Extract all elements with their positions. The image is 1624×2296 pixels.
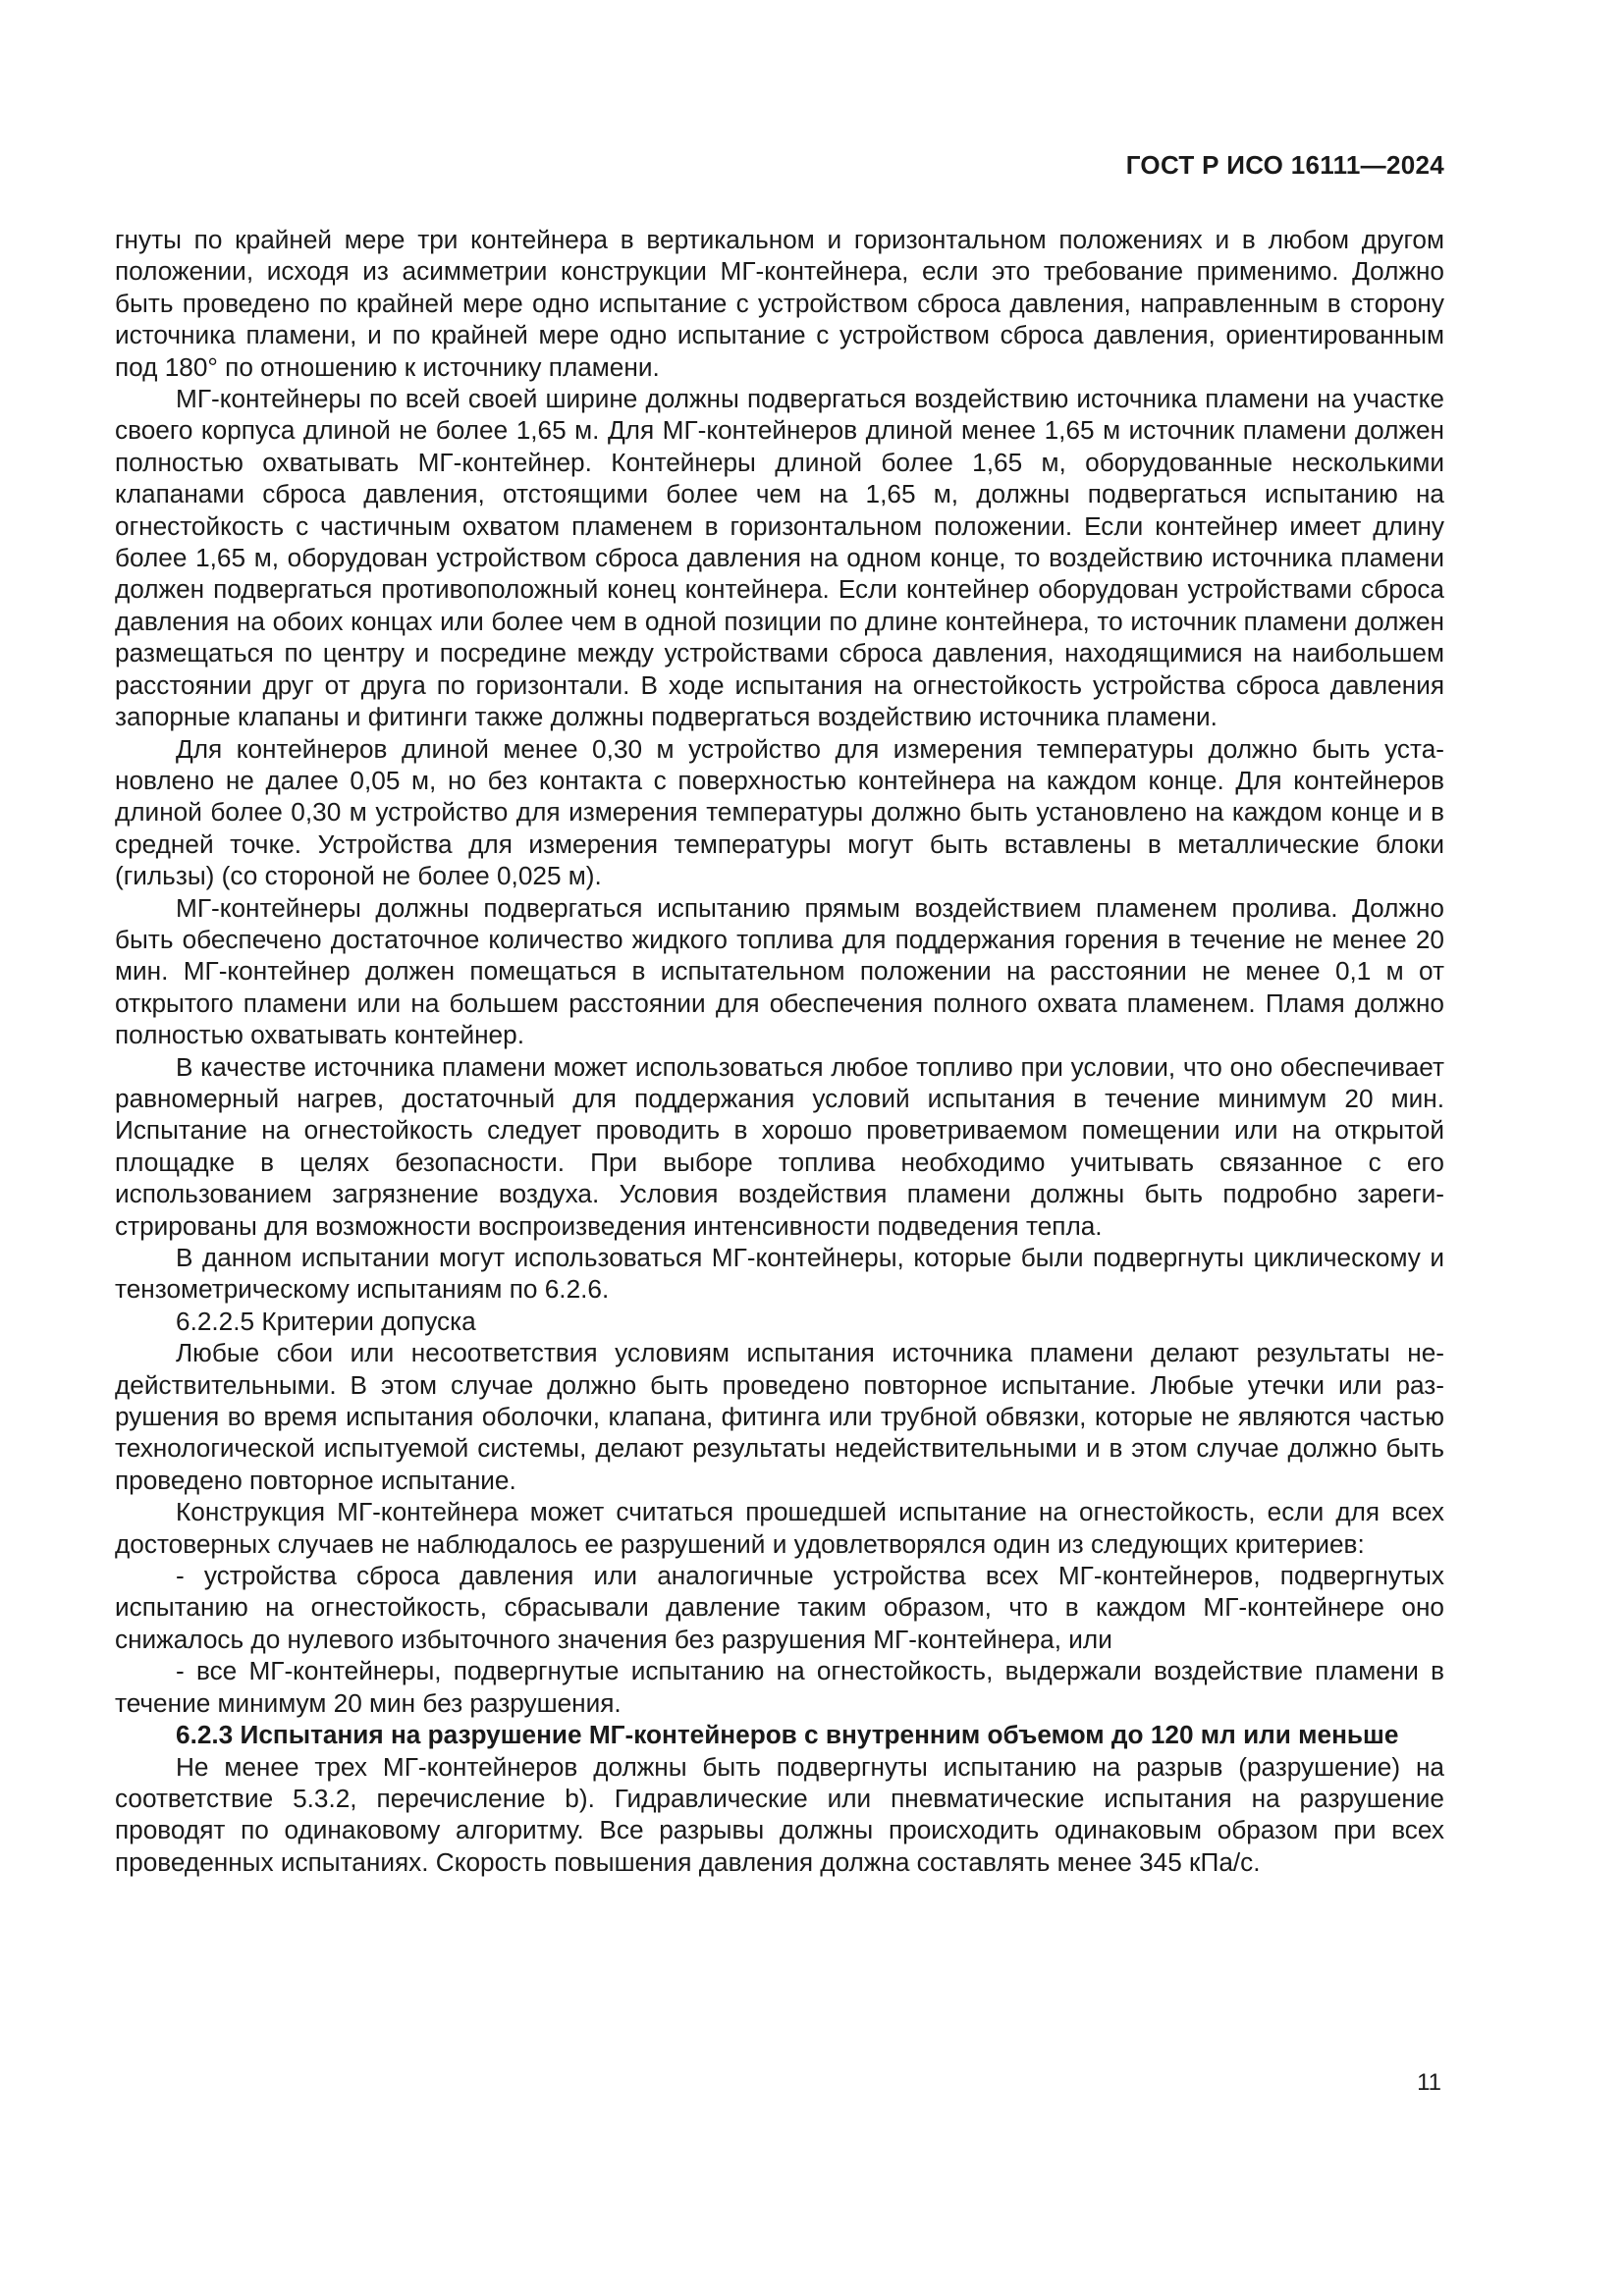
paragraph: Любые сбои или несоответствия условиям испытания источника пламени делают результаты недействительными. В этом случае должно быть проведено повторное испытание. Любые утечки или разрушения во время испытания оболочки, клапана, фитинга или трубной обвязки, которые не являются частью технологической испытуемой системы, делают результаты недействительными и в этом случае должно быть проведено повторное испытание. [115,1338,1444,1495]
section-heading: 6.2.3 Испытания на разрушение МГ-контейнеров с внутренним объемом до 120 мл или меньше [176,1720,1399,1750]
paragraph: МГ-контейнеры по всей своей ширине должны подвергаться воздействию источника пламени на участке своего корпуса длиной не более 1,65 м. Для МГ-контейнеров длиной менее 1,65 м источник пламени должен полностью охватывать МГ-контейнер. Контейнеры длиной более 1,65 м, оборудованные несколькими клапанами сброса давления, отстоящими более чем на 1,65 м, должны подвергаться испытанию на огнестойкость с частичным охватом пламенем в горизонтальном положении. Если контейнер имеет длину более 1,65 м, оборудован устройством сброса давления на одном конце, то воздействию источника пламени должен подвергаться противоположный конец контейнера. Если контейнер оборудован устройствами сброса давления на обоих концах или более чем в одной позиции по длине контейнера, то источник пламени должен размещаться по центру и посредине между устройствами сброса давления, находящимися на наибольшем расстоянии друг от друга по горизонтали. В ходе испытания на огнестойкость устройства сброса давления запорные клапаны и фитинги также должны подвергаться воздействию источника пламени. [115,384,1444,732]
page-number: 11 [1417,2069,1441,2096]
body-text [115,224,1444,1878]
standard-designation: ГОСТ Р ИСО 16111—2024 [1125,150,1444,180]
list-item: - устройства сброса давления или аналогичные устройства всех МГ-контейнеров, подвергнутых испытанию на огнестойкость, сбрасывали давление таким образом, что в каждом МГ-контейнере оно снижалось до нулевого избыточного значения без разрушения МГ-контейнера, или [115,1561,1444,1654]
paragraph: МГ-контейнеры должны подвергаться испытанию прямым воздействием пламенем пролива. Должно быть обеспечено достаточное количество жидкого топлива для поддержания горения в течение не менее 20 мин. МГ-контейнер должен помещаться в испытательном положении на расстоянии не менее 0,1 м от открытого пламени или на большем расстоянии для обеспечения полного охвата пламенем. Пламя должно полностью охватывать контейнер. [115,892,1444,1050]
paragraph: Не менее трех МГ-контейнеров должны быть подвергнуты испытанию на разрыв (разрушение) на соответствие 5.3.2, перечисление b). Гидравлические или пневматические испытания на разрушение проводят по одинаковому алгоритму. Все разрывы должны происходить одинаковым образом при всех проведенных испытаниях. Скорость повышения давления должна составлять менее 345 кПа/с. [115,1751,1444,1877]
subsection-heading: 6.2.2.5 Критерии допуска [176,1306,476,1336]
paragraph: В данном испытании могут использоваться МГ-контейнеры, которые были подвергнуты циклическому и тензометрическому испытаниям по 6.2.6. [115,1243,1444,1305]
paragraph: В качестве источника пламени может использоваться любое топливо при условии, что оно обеспечивает равномерный нагрев, достаточный для поддержания условий испытания в течение минимум 20 мин. Испытание на огнестойкость следует проводить в хорошо проветриваемом помещении или на открытой площадке в целях безопасности. При выборе топлива необходимо учитывать связанное с его использованием загрязнение воздуха. Условия воздействия пламени должны быть подробно зарегистрированы для возможности воспроизведения интенсивности подведения тепла. [115,1051,1444,1241]
list-item: - все МГ-контейнеры, подвергнутые испытанию на огнестойкость, выдержали воздействие пламени в течение минимум 20 мин без разрушения. [115,1656,1444,1718]
paragraph: Конструкция МГ-контейнера может считаться прошедшей испытание на огнестойкость, если для всех достоверных случаев не наблюдалось ее разрушений и удовлетворялся один из следующих критериев: [115,1497,1444,1559]
paragraph: Для контейнеров длиной менее 0,30 м устройство для измерения температуры должно быть установлено не далее 0,05 м, но без контакта с поверхностью контейнера на каждом конце. Для контейнеров длиной более 0,30 м устройство для измерения температуры должно быть установлено на каждом конце и в средней точке. Устройства для измерения температуры могут быть вставлены в металлические блоки (гильзы) (со стороной не более 0,025 м). [115,733,1444,891]
paragraph-continuation: гнуты по крайней мере три контейнера в вертикальном и горизонтальном положениях и в любом другом положении, исходя из асимметрии конструкции МГ-контейнера, если это требование применимо. Должно быть проведено по крайней мере одно испытание с устройством сброса давления, направленным в сторону источника пламени, и по крайней мере одно испытание с устройством сброса давления, ориентированным под 180° по отношению к источнику пламени. [115,225,1444,382]
